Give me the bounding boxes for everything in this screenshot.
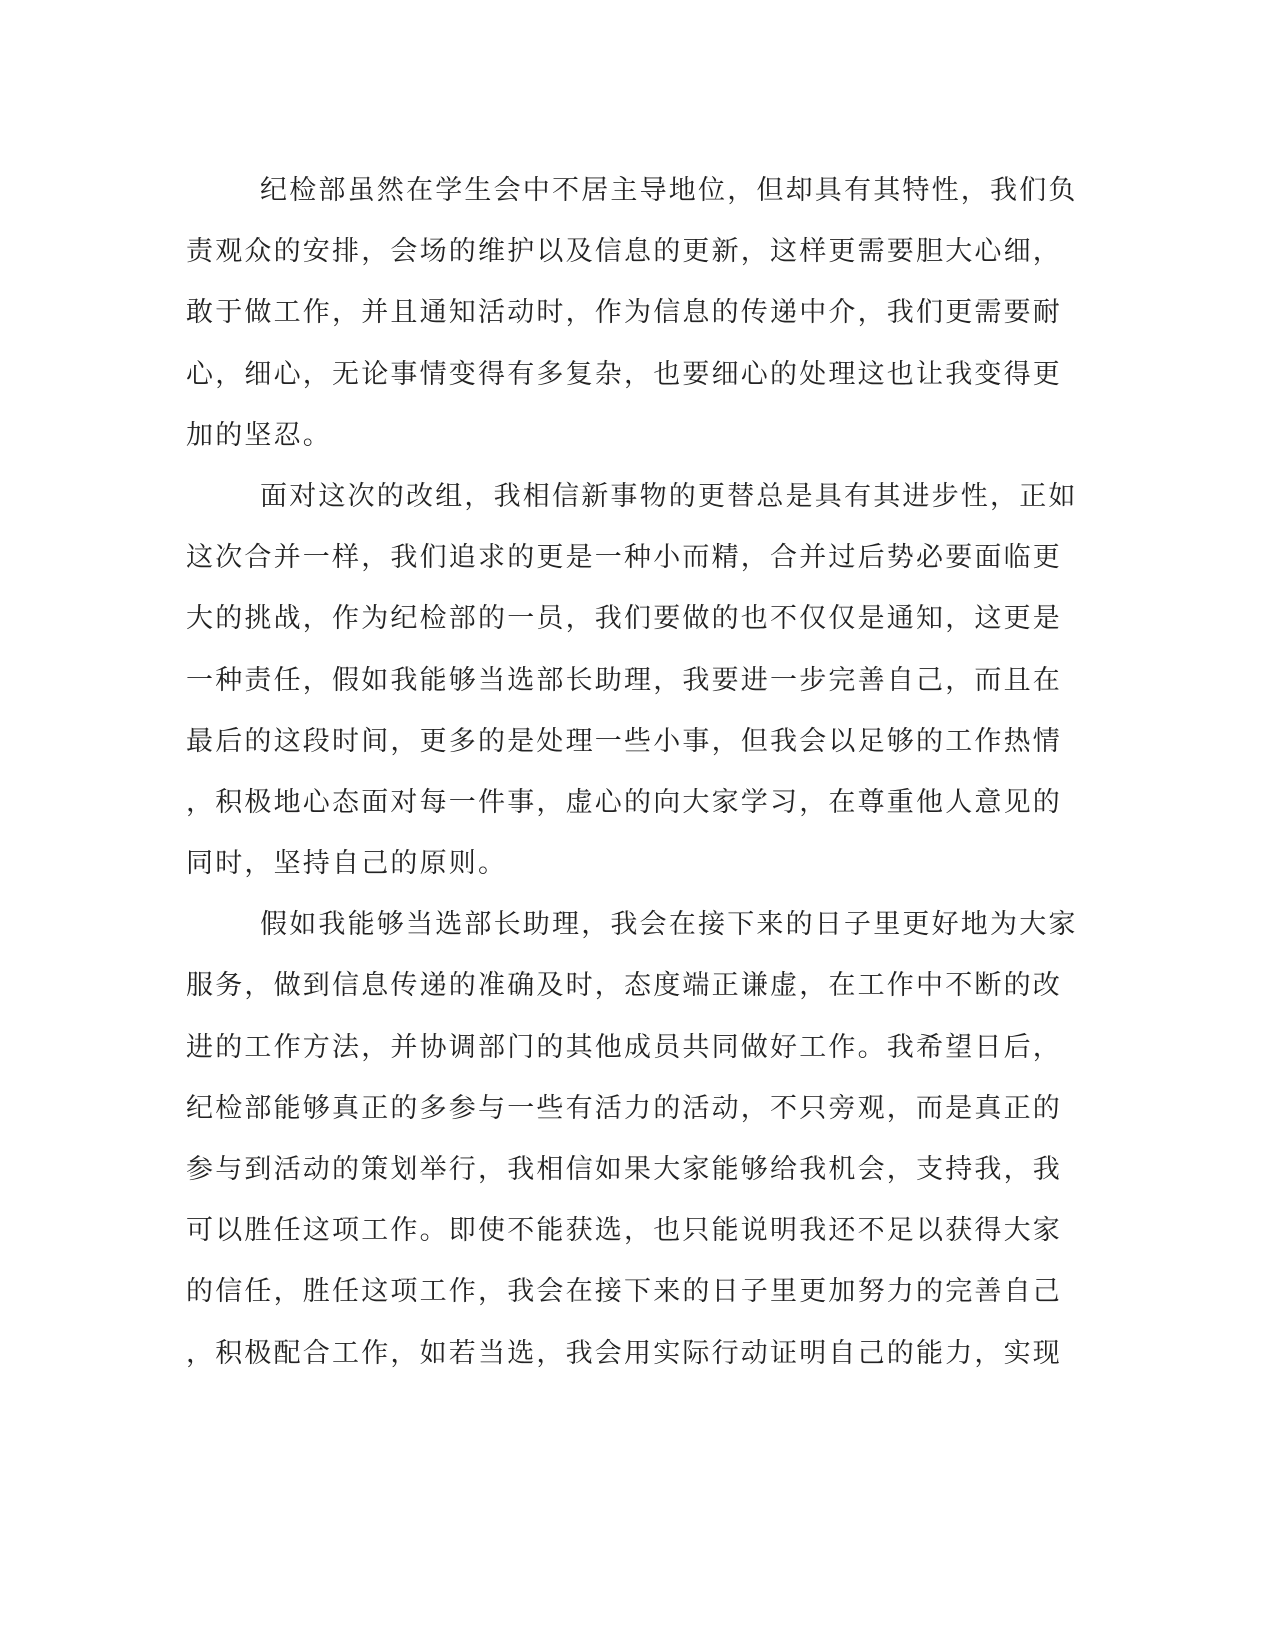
- paragraph-3-line-7: 的信任，胜任这项工作，我会在接下来的日子里更加努力的完善自己: [186, 1276, 1062, 1308]
- paragraph-2-line-2: 这次合并一样，我们追求的更是一种小而精，合并过后势必要面临更: [186, 542, 1062, 574]
- paragraph-2-line-1: 面对这次的改组，我相信新事物的更替总是具有其进步性，正如: [260, 480, 1078, 512]
- paragraph-3-line-6: 可以胜任这项工作。即使不能获选，也只能说明我还不足以获得大家: [186, 1215, 1062, 1247]
- paragraph-1-line-4: 心，细心，无论事情变得有多复杂，也要细心的处理这也让我变得更: [186, 358, 1062, 390]
- paragraph-2-line-4: 一种责任，假如我能够当选部长助理，我要进一步完善自己，而且在: [186, 664, 1062, 696]
- paragraph-3-line-4: 纪检部能够真正的多参与一些有活力的活动，不只旁观，而是真正的: [186, 1092, 1062, 1124]
- paragraph-3-line-2: 服务，做到信息传递的准确及时，态度端正谦虚，在工作中不断的改: [186, 970, 1062, 1002]
- paragraph-1-line-1: 纪检部虽然在学生会中不居主导地位，但却具有其特性，我们负: [260, 175, 1078, 206]
- paragraph-2-line-5: 最后的这段时间，更多的是处理一些小事，但我会以足够的工作热情: [186, 725, 1062, 757]
- paragraph-3-line-3: 进的工作方法，并协调部门的其他成员共同做好工作。我希望日后，: [186, 1031, 1062, 1063]
- paragraph-3-line-8: ，积极配合工作，如若当选，我会用实际行动证明自己的能力，实现: [186, 1337, 1062, 1369]
- paragraph-1-line-2: 责观众的安排，会场的维护以及信息的更新，这样更需要胆大心细，: [186, 236, 1062, 268]
- paragraph-1-line-5: 加的坚忍。: [186, 419, 332, 451]
- paragraph-3-line-1: 假如我能够当选部长助理，我会在接下来的日子里更好地为大家: [260, 909, 1078, 941]
- paragraph-2-line-3: 大的挑战，作为纪检部的一员，我们要做的也不仅仅是通知，这更是: [186, 603, 1062, 635]
- paragraph-3-line-5: 参与到活动的策划举行，我相信如果大家能够给我机会，支持我，我: [186, 1154, 1062, 1185]
- paragraph-2-line-6: ，积极地心态面对每一件事，虚心的向大家学习，在尊重他人意见的: [186, 786, 1062, 818]
- document-body: [186, 160, 1086, 1384]
- paragraph-1-line-3: 敢于做工作，并且通知活动时，作为信息的传递中介，我们更需要耐: [186, 297, 1062, 329]
- paragraph-2-line-7: 同时，坚持自己的原则。: [186, 848, 508, 880]
